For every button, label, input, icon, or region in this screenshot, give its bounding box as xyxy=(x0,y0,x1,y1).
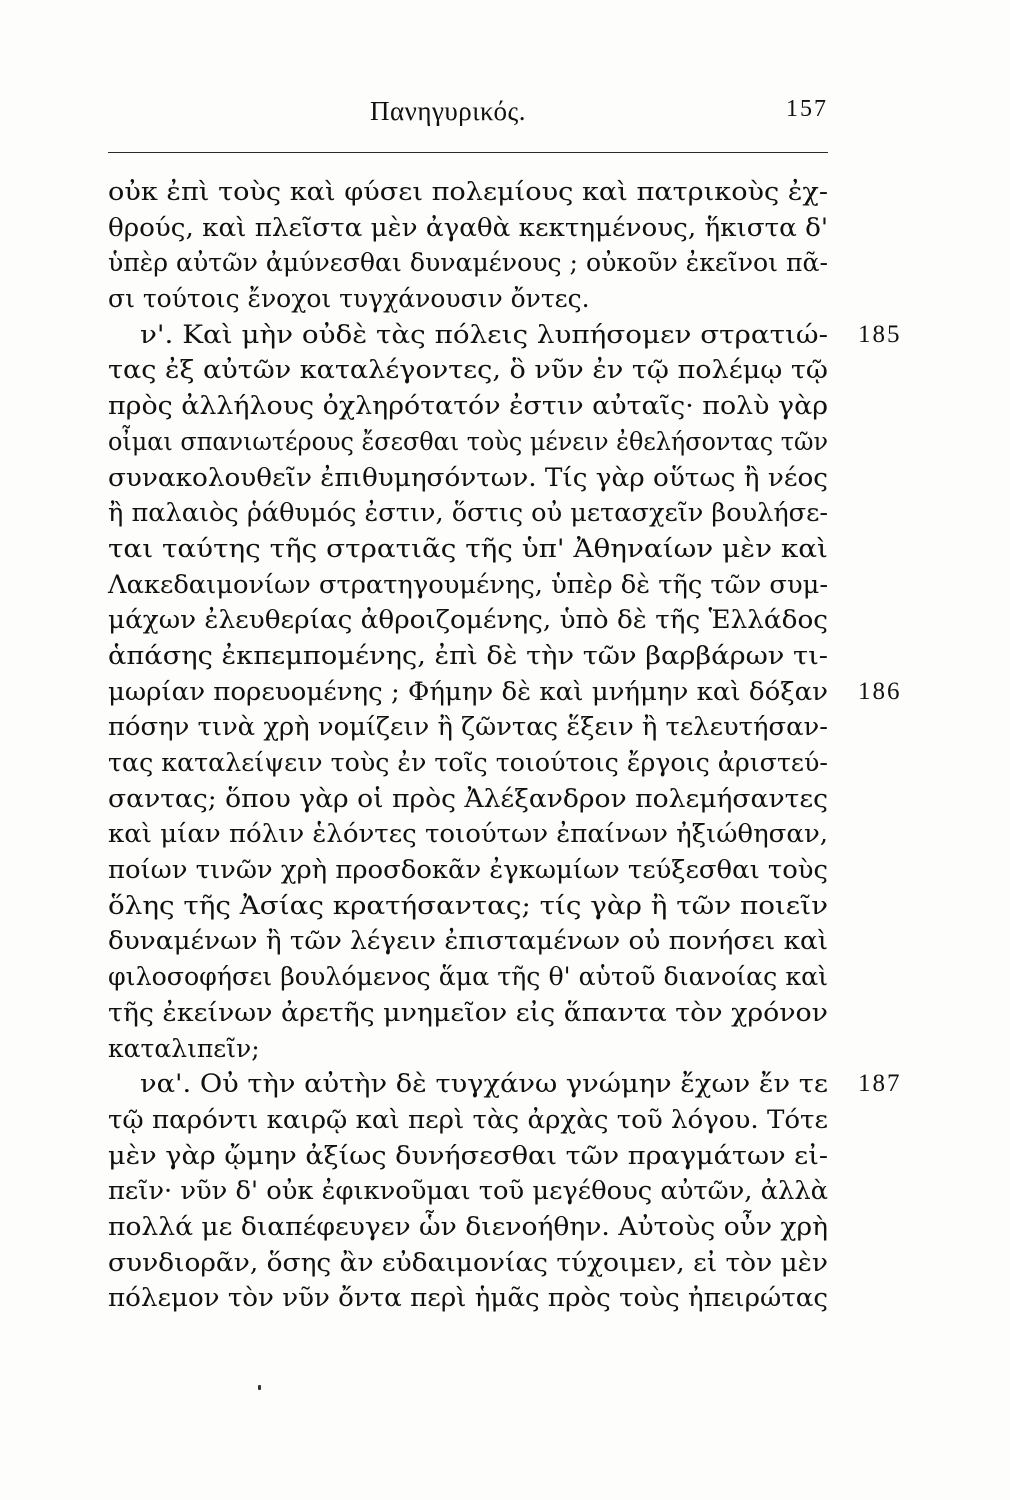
text-line xyxy=(108,638,838,674)
text-line xyxy=(108,852,838,888)
text-line xyxy=(108,531,838,567)
line-text: καὶ μίαν πόλιν ἑλόντες τοιούτων ἐπαίνων ἠξιώθησαν, xyxy=(108,819,829,849)
text-line xyxy=(108,674,902,710)
text-line xyxy=(108,424,838,460)
text-line xyxy=(108,495,838,531)
line-text: οὐκ ἐπὶ τοὺς καὶ φύσει πολεμίους καὶ πατρικοὺς ἐχ- xyxy=(108,177,829,206)
line-text: συνδιορᾶν, ὅσης ἂν εὐδαιμονίας τύχοιμεν, εἰ τὸν μὲν xyxy=(108,1247,828,1277)
section-marginal-number: 186 xyxy=(858,677,902,705)
line-text: ὅλης τῆς Ἀσίας κρατήσαντας; τίς γὰρ ἢ τῶν ποιεῖν xyxy=(108,890,828,920)
text-line xyxy=(108,1066,902,1102)
line-text: ὑπὲρ αὐτῶν ἀμύνεσθαι δυναμένους ; οὐκοῦν ἐκεῖνοι πᾶ- xyxy=(108,248,828,278)
section-marginal-number: 185 xyxy=(858,320,902,348)
text-line xyxy=(108,1173,838,1209)
running-title: Πανηγυρικός. xyxy=(370,96,526,126)
text-line xyxy=(108,888,838,924)
text-line xyxy=(108,995,838,1031)
text-line xyxy=(108,567,838,603)
line-text: τας καταλείψειν τοὺς ἐν τοῖς τοιούτοις ἔργοις ἀριστεύ- xyxy=(108,748,828,777)
body-text xyxy=(108,174,902,1316)
text-line xyxy=(108,1280,838,1316)
line-text: ται ταύτης τῆς στρατιᾶς τῆς ὑπ' Ἀθηναίων μὲν καὶ xyxy=(108,533,828,563)
text-line xyxy=(108,745,838,781)
text-line xyxy=(108,210,838,246)
text-line xyxy=(108,959,838,995)
running-head xyxy=(108,96,828,136)
print-speck xyxy=(258,1385,261,1390)
line-text: πρὸς ἀλλήλους ὀχληρότατόν ἐστιν αὐταῖς· πολὺ γὰρ xyxy=(108,391,829,421)
line-text: πόλεμον τὸν νῦν ὄντα περὶ ἡμᾶς πρὸς τοὺς ἠπειρώτας xyxy=(108,1283,829,1313)
text-line xyxy=(108,317,902,353)
text-line xyxy=(108,923,838,959)
line-text: ἢ παλαιὸς ῥάθυμός ἐστιν, ὅστις οὐ μετασχεῖν βουλήσε- xyxy=(108,498,829,528)
text-line xyxy=(108,1138,838,1174)
line-text: τῆς ἐκείνων ἀρετῆς μνημεῖον εἰς ἅπαντα τὸν χρόνον xyxy=(108,997,828,1027)
line-text: καταλιπεῖν; xyxy=(108,1033,260,1063)
text-line xyxy=(108,1209,838,1245)
page-number: 157 xyxy=(786,96,828,122)
line-text: σαντας; ὅπου γὰρ οἱ πρὸς Ἀλέξανδρον πολεμήσαντες xyxy=(108,783,828,813)
text-line xyxy=(108,816,838,852)
text-line xyxy=(108,602,838,638)
line-text: τῷ παρόντι καιρῷ καὶ περὶ τὰς ἀρχὰς τοῦ λόγου. Τότε xyxy=(108,1104,828,1134)
line-text: θρούς, καὶ πλεῖστα μὲν ἀγαθὰ κεκτημένους, ἥκιστα δ' xyxy=(108,212,829,242)
text-line xyxy=(108,352,838,388)
text-line xyxy=(108,1031,838,1067)
line-text: πόσην τινὰ χρὴ νομίζειν ἢ ζῶντας ἕξειν ἢ τελευτήσαν- xyxy=(108,712,828,742)
text-line xyxy=(108,388,838,424)
line-text: Λακεδαιμονίων στρατηγουμένης, ὑπὲρ δὲ τῆς τῶν συμ- xyxy=(108,569,829,599)
line-text: ν'. Καὶ μὴν οὐδὲ τὰς πόλεις λυπήσομεν στρατιώ- xyxy=(140,319,828,349)
header-rule xyxy=(108,152,828,153)
text-line xyxy=(108,174,838,210)
text-line xyxy=(108,709,838,745)
text-line xyxy=(108,781,838,817)
line-text: δυναμένων ἢ τῶν λέγειν ἐπισταμένων οὐ πονήσει καὶ xyxy=(108,926,829,956)
line-text: σι τούτοις ἔνοχοι τυγχάνουσιν ὄντες. xyxy=(108,284,590,314)
line-text: τας ἐξ αὐτῶν καταλέγοντες, ὃ νῦν ἐν τῷ πολέμῳ τῷ xyxy=(108,355,828,385)
line-text: φιλοσοφήσει βουλόμενος ἅμα τῆς θ' αὑτοῦ διανοίας καὶ xyxy=(108,962,829,992)
line-text: συνακολουθεῖν ἐπιθυμησόντων. Τίς γὰρ οὕτως ἢ νέος xyxy=(108,462,828,492)
text-line xyxy=(108,1102,838,1138)
text-line xyxy=(108,245,838,281)
line-text: ἁπάσης ἐκπεμπομένης, ἐπὶ δὲ τὴν τῶν βαρβάρων τι- xyxy=(108,640,828,670)
text-line xyxy=(108,281,838,317)
line-text: να'. Οὐ τὴν αὐτὴν δὲ τυγχάνω γνώμην ἔχων ἔν τε xyxy=(140,1069,829,1099)
section-marginal-number: 187 xyxy=(858,1070,902,1098)
line-text: μάχων ἐλευθερίας ἀθροιζομένης, ὑπὸ δὲ τῆς Ἑλλάδος xyxy=(108,605,828,635)
line-text: μὲν γὰρ ᾤμην ἀξίως δυνήσεσθαι τῶν πραγμάτων εἰ- xyxy=(108,1140,828,1170)
line-text: πολλά με διαπέφευγεν ὧν διενοήθην. Αὐτοὺς οὖν χρὴ xyxy=(108,1211,828,1241)
line-text: οἶμαι σπανιωτέρους ἔσεσθαι τοὺς μένειν ἐθελήσοντας τῶν xyxy=(108,426,829,456)
line-text: πεῖν· νῦν δ' οὐκ ἐφικνοῦμαι τοῦ μεγέθους αὐτῶν, ἀλλὰ xyxy=(108,1176,829,1206)
line-text: ποίων τινῶν χρὴ προσδοκᾶν ἐγκωμίων τεύξεσθαι τοὺς xyxy=(108,855,828,885)
text-line xyxy=(108,1245,838,1281)
text-line xyxy=(108,460,838,496)
line-text: μωρίαν πορευομένης ; Φήμην δὲ καὶ μνήμην καὶ δόξαν xyxy=(108,676,828,706)
